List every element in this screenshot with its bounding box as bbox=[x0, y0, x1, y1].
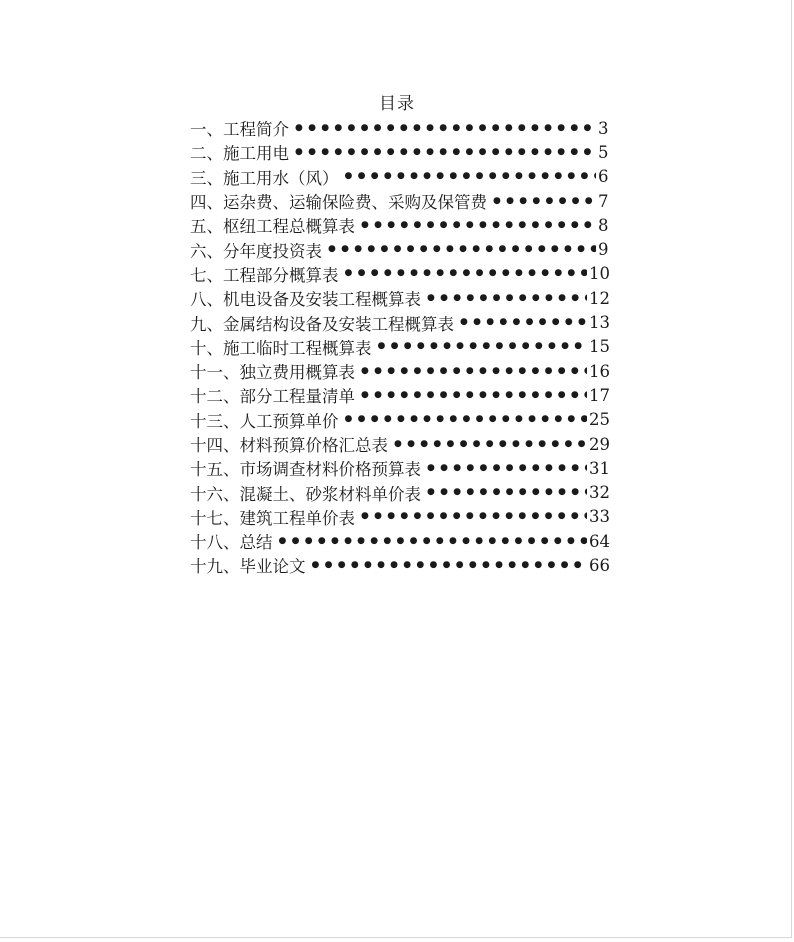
toc-entry-page-number: 12 bbox=[589, 288, 610, 308]
toc-dot-leader bbox=[427, 488, 587, 497]
toc-entry[interactable] bbox=[190, 213, 610, 237]
toc-entry[interactable] bbox=[190, 140, 610, 164]
toc-dot-leader bbox=[345, 269, 588, 278]
toc-dot-leader bbox=[295, 124, 596, 133]
toc-entry-page-number: 29 bbox=[589, 434, 610, 454]
toc-entry-label: 一、工程简介 bbox=[190, 120, 289, 140]
toc-entry-label: 十、施工临时工程概算表 bbox=[190, 338, 372, 358]
toc-entry-page-number: 25 bbox=[589, 410, 610, 430]
toc-entry-page-number: 31 bbox=[589, 458, 610, 478]
toc-entry-page-number: 3 bbox=[598, 118, 609, 138]
toc-entry[interactable] bbox=[190, 456, 610, 480]
toc-entry[interactable] bbox=[190, 335, 610, 359]
toc-dot-leader bbox=[312, 561, 588, 570]
toc-dot-leader bbox=[345, 172, 597, 181]
toc-dot-leader bbox=[361, 221, 596, 230]
toc-entry[interactable] bbox=[190, 359, 610, 383]
toc-dot-leader bbox=[279, 537, 588, 546]
toc-entry-label: 四、运杂费、运输保险费、采购及保管费 bbox=[190, 193, 487, 213]
toc-entry-label: 二、施工用电 bbox=[190, 144, 289, 164]
toc-entry[interactable] bbox=[190, 262, 610, 286]
toc-entry-label: 三、施工用水（风） bbox=[190, 168, 339, 188]
toc-dot-leader bbox=[295, 148, 596, 157]
toc-entry[interactable] bbox=[190, 237, 610, 261]
toc-entry-page-number: 6 bbox=[598, 167, 609, 187]
toc-entry-label: 十八、总结 bbox=[190, 533, 273, 553]
toc-entry-page-number: 10 bbox=[589, 264, 610, 284]
toc-entry[interactable] bbox=[190, 116, 610, 140]
toc-entry-page-number: 8 bbox=[598, 215, 609, 235]
toc-dot-leader bbox=[345, 415, 588, 424]
toc-entry-page-number: 64 bbox=[589, 531, 610, 551]
toc-dot-leader bbox=[427, 464, 587, 473]
toc-dot-leader bbox=[328, 245, 596, 254]
toc-dot-leader bbox=[361, 391, 587, 400]
toc-dot-leader bbox=[493, 197, 596, 206]
toc-entry[interactable] bbox=[190, 286, 610, 310]
toc-entry-page-number: 32 bbox=[589, 483, 610, 503]
toc-list bbox=[190, 116, 610, 578]
toc-entry-label: 五、枢纽工程总概算表 bbox=[190, 217, 355, 237]
toc-entry[interactable] bbox=[190, 408, 610, 432]
toc-entry-label: 八、机电设备及安装工程概算表 bbox=[190, 290, 421, 310]
toc-entry-page-number: 17 bbox=[589, 385, 610, 405]
toc-entry-page-number: 66 bbox=[589, 555, 610, 575]
toc-entry-label: 六、分年度投资表 bbox=[190, 241, 322, 261]
toc-entry-label: 十六、混凝土、砂浆材料单价表 bbox=[190, 484, 421, 504]
toc-entry-label: 十三、人工预算单价 bbox=[190, 411, 339, 431]
toc-dot-leader bbox=[394, 440, 587, 449]
toc-title: 目录 bbox=[379, 94, 415, 114]
toc-dot-leader bbox=[378, 342, 588, 351]
toc-entry[interactable] bbox=[190, 165, 610, 189]
toc-entry-label: 十五、市场调查材料价格预算表 bbox=[190, 460, 421, 480]
toc-entry[interactable] bbox=[190, 310, 610, 334]
toc-entry-page-number: 16 bbox=[589, 361, 610, 381]
toc-entry[interactable] bbox=[190, 189, 610, 213]
toc-dot-leader bbox=[427, 294, 587, 303]
toc-entry-label: 十二、部分工程量清单 bbox=[190, 387, 355, 407]
toc-dot-leader bbox=[361, 367, 587, 376]
toc-entry-label: 十七、建筑工程单价表 bbox=[190, 508, 355, 528]
toc-entry-page-number: 5 bbox=[598, 142, 609, 162]
toc-entry[interactable] bbox=[190, 480, 610, 504]
toc-entry-label: 十四、材料预算价格汇总表 bbox=[190, 436, 388, 455]
toc-entry[interactable] bbox=[190, 553, 610, 577]
toc-dot-leader bbox=[361, 512, 587, 521]
toc-entry-label: 十一、独立费用概算表 bbox=[190, 363, 355, 383]
toc-entry-page-number: 15 bbox=[589, 337, 610, 357]
toc-entry[interactable] bbox=[190, 383, 610, 407]
toc-dot-leader bbox=[460, 318, 587, 327]
toc-entry-page-number: 13 bbox=[589, 313, 610, 333]
toc-entry[interactable] bbox=[190, 505, 610, 529]
toc-entry[interactable] bbox=[190, 432, 610, 456]
toc-entry-page-number: 33 bbox=[589, 507, 610, 527]
toc-entry-page-number: 7 bbox=[598, 191, 609, 211]
toc-entry-label: 九、金属结构设备及安装工程概算表 bbox=[190, 314, 454, 334]
toc-entry-label: 十九、毕业论文 bbox=[190, 557, 306, 577]
toc-entry-label: 七、工程部分概算表 bbox=[190, 265, 339, 285]
toc-entry[interactable] bbox=[190, 529, 610, 553]
toc-entry-page-number: 9 bbox=[598, 240, 609, 260]
